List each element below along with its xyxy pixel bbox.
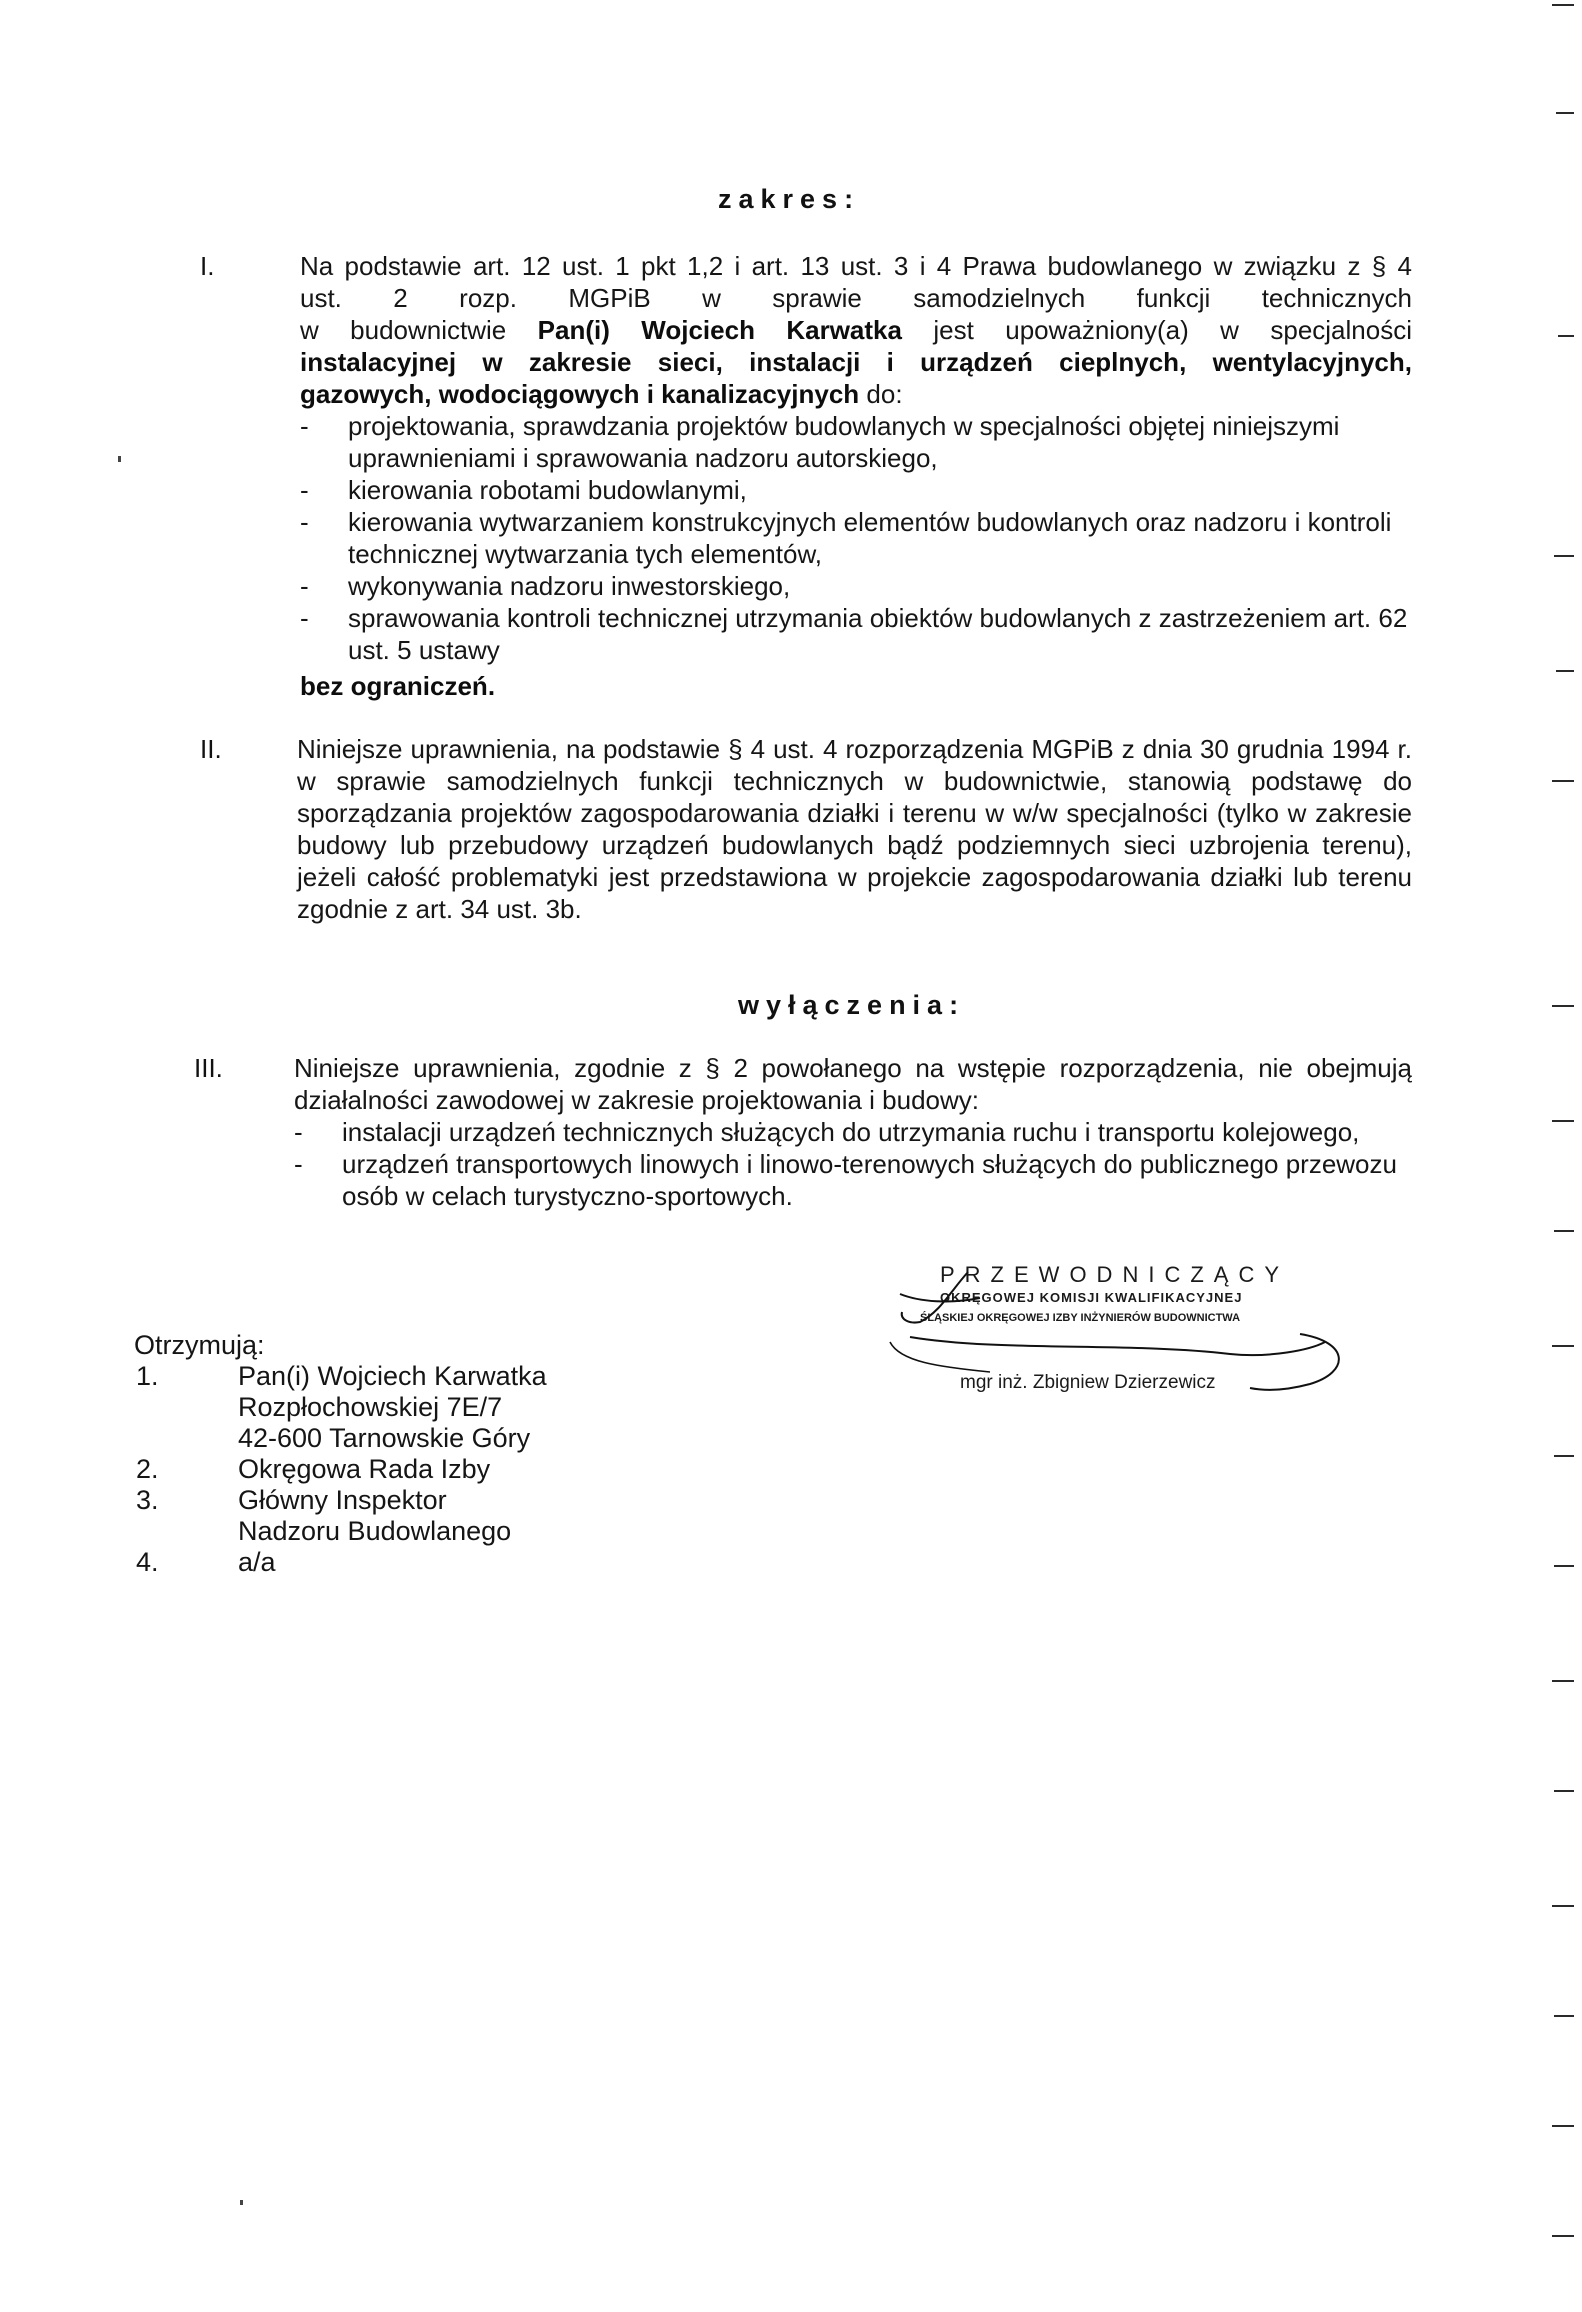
list-item: - kierowania robotami budowlanymi, bbox=[300, 474, 1412, 506]
section-i-line-3-start: w budownictwie bbox=[300, 315, 507, 345]
list-item: - wykonywania nadzoru inwestorskiego, bbox=[300, 570, 1412, 602]
list-item-text: sprawowania kontroli technicznej utrzymania obiektów budowlanych z zastrzeżeniem art. 62 ust. 5 ustawy bbox=[348, 603, 1408, 665]
recipient-number: 3. bbox=[136, 1485, 159, 1515]
recipient-line: a/a bbox=[238, 1547, 276, 1577]
section-i-after-name: jest upoważniony(a) w specjalności bbox=[933, 315, 1412, 345]
recipient-number: 2. bbox=[136, 1454, 159, 1484]
recipient-line: 42-600 Tarnowskie Góry bbox=[238, 1423, 531, 1453]
stamp-title: PRZEWODNICZĄCY bbox=[940, 1262, 1289, 1287]
list-item: - instalacji urządzeń technicznych służących do utrzymania ruchu i transportu kolejowego, bbox=[294, 1116, 1412, 1148]
recipient-line: Rozpłochowskiej 7E/7 bbox=[238, 1392, 503, 1422]
recipient-item bbox=[134, 1361, 654, 1454]
list-item: - sprawowania kontroli technicznej utrzymania obiektów budowlanych z zastrzeżeniem art. 62 ust. 5 ustawy bbox=[300, 602, 1412, 666]
signature-stamp bbox=[880, 1262, 1350, 1422]
list-item: - urządzeń transportowych linowych i linowo-terenowych służących do publicznego przewozu osób w celach turystyczno-sportowych. bbox=[294, 1148, 1412, 1212]
section-iii-paragraph: Niniejsze uprawnienia, zgodnie z § 2 powołanego na wstępie rozporządzenia, nie obejmują działalności zawodowej w zakresie projektowania i budowy: bbox=[294, 1053, 1412, 1115]
scope-bold-1: instalacyjnej w zakresie sieci, instalacji i urządzeń cieplnych, wentylacyjnych, bbox=[300, 347, 1412, 377]
list-item-text: wykonywania nadzoru inwestorskiego, bbox=[348, 571, 791, 601]
section-number-i: I. bbox=[200, 251, 215, 281]
signature-scribble-icon bbox=[880, 1262, 1350, 1422]
recipient-line: Pan(i) Wojciech Karwatka bbox=[238, 1361, 547, 1391]
section-i-line-1: Na podstawie art. 12 ust. 1 pkt 1,2 i art. 13 ust. 3 i 4 Prawa budowlanego w związku z § 4 bbox=[300, 251, 1412, 281]
list-item-text: kierowania robotami budowlanymi, bbox=[348, 475, 747, 505]
list-item: - projektowania, sprawdzania projektów budowlanych w specjalności objętej niniejszymi uprawnieniami i sprawowania nadzoru autorskiego, bbox=[300, 410, 1412, 474]
holder-name: Pan(i) Wojciech Karwatka bbox=[537, 315, 902, 345]
heading-zakres: zakres: bbox=[718, 184, 861, 214]
section-i-line-4 bbox=[300, 346, 1412, 378]
list-item-text: projektowania, sprawdzania projektów budowlanych w specjalności objętej niniejszymi uprawnieniami i sprawowania nadzoru autorskiego, bbox=[348, 411, 1340, 473]
closing-bold bbox=[300, 670, 495, 702]
scope-suffix: do: bbox=[866, 379, 903, 409]
recipient-line: Okręgowa Rada Izby bbox=[238, 1454, 491, 1484]
stamp-line-1: OKRĘGOWEJ KOMISJI KWALIFIKACYJNEJ bbox=[940, 1290, 1243, 1305]
list-item-text: urządzeń transportowych linowych i linowo-terenowych służących do publicznego przewozu osób w celach turystyczno-sportowych. bbox=[342, 1149, 1397, 1211]
list-item: - kierowania wytwarzaniem konstrukcyjnych elementów budowlanych oraz nadzoru i kontroli technicznej wytwarzania tych elementów, bbox=[300, 506, 1412, 570]
heading-wylaczenia: wyłączenia: bbox=[738, 990, 966, 1020]
stamp-line-2: ŚLĄSKIEJ OKRĘGOWEJ IZBY INŻYNIERÓW BUDOWNICTWA bbox=[920, 1312, 1241, 1324]
recipient-line: Główny Inspektor bbox=[238, 1485, 447, 1515]
list-item-text: kierowania wytwarzaniem konstrukcyjnych elementów budowlanych oraz nadzoru i kontroli technicznej wytwarzania tych elementów, bbox=[348, 507, 1392, 569]
scope-bold-2: gazowych, wodociągowych i kanalizacyjnych bbox=[300, 379, 860, 409]
list-item-text: instalacji urządzeń technicznych służących do utrzymania ruchu i transportu kolejowego, bbox=[342, 1117, 1360, 1147]
section-i-paragraph bbox=[300, 250, 1412, 410]
recipient-number: 4. bbox=[136, 1547, 159, 1577]
section-ii-paragraph: Niniejsze uprawnienia, na podstawie § 4 ust. 4 rozporządzenia MGPiB z dnia 30 grudnia 1994 r. w sprawie samodzielnych funkcji technicznych w budownictwie, stanowią podstawę do sporządzania projektów zagospodarowania działki i terenu w w/w specjalności (tylko w zakresie budowy lub przebudowy urządzeń budowlanych bądź podziemnych sieci uzbrojenia terenu), jeżeli całość problematyki jest przedstawiona w projekcie zagospodarowania działki lub terenu zgodnie z art. 34 ust. 3b. bbox=[297, 734, 1412, 924]
closing-bold-text: bez ograniczeń. bbox=[300, 671, 496, 701]
recipients-label: Otrzymują: bbox=[134, 1330, 265, 1360]
recipient-line: Nadzoru Budowlanego bbox=[238, 1516, 512, 1546]
section-i-list bbox=[300, 410, 1412, 666]
scan-speck bbox=[240, 2200, 243, 2205]
recipients-block bbox=[134, 1330, 654, 1578]
recipient-number: 1. bbox=[136, 1361, 159, 1391]
recipient-item bbox=[134, 1454, 654, 1485]
section-i-line-5 bbox=[300, 378, 1412, 410]
section-iii-list bbox=[294, 1116, 1412, 1212]
scan-speck bbox=[118, 456, 121, 462]
signer-name: mgr inż. Zbigniew Dzierzewicz bbox=[960, 1372, 1216, 1393]
section-i-line-2: ust. 2 rozp. MGPiB w sprawie samodzielnych funkcji technicznych bbox=[300, 283, 1412, 313]
section-number-ii: II. bbox=[200, 734, 222, 764]
section-number-iii: III. bbox=[194, 1053, 223, 1083]
recipient-item bbox=[134, 1485, 654, 1547]
recipient-item bbox=[134, 1547, 654, 1578]
section-i-line-3 bbox=[300, 314, 1412, 346]
